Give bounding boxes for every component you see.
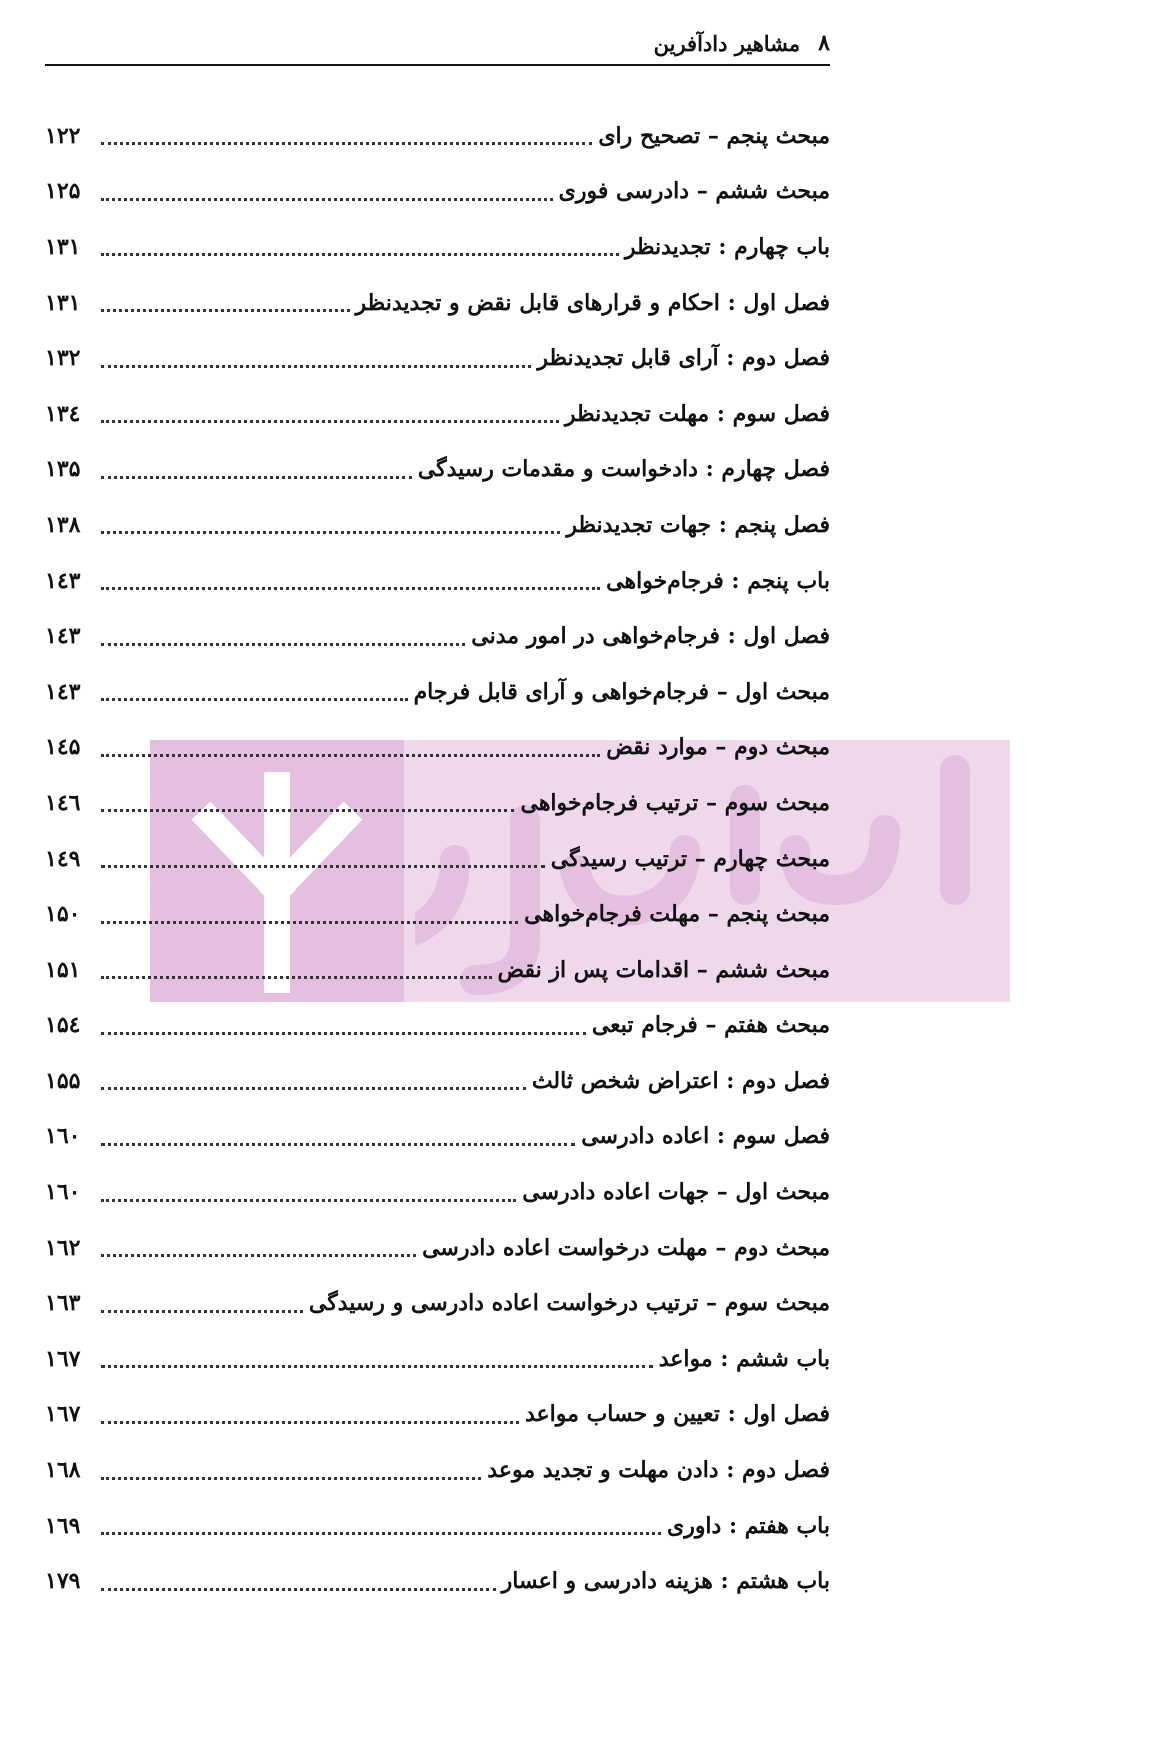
toc-entry: [45, 219, 830, 275]
table-of-contents: [45, 108, 830, 1609]
toc-entry: [45, 608, 830, 664]
toc-entry-title: فصل اول : احکام و قرارهای قابل نقض و تجدیدنظر: [355, 289, 830, 316]
toc-entry-page-number: ۱۳۵: [45, 456, 81, 483]
toc-entry-title: مبحث ششم – اقدامات پس از نقض: [497, 956, 830, 983]
toc-entry: [45, 942, 830, 998]
dot-leader: [101, 1588, 496, 1591]
toc-entry: [45, 553, 830, 609]
toc-entry: [45, 497, 830, 553]
toc-entry-title: باب پنجم : فرجام‌خواهی: [606, 567, 830, 594]
toc-entry: [45, 1498, 830, 1554]
toc-entry-title: باب چهارم : تجدیدنظر: [624, 233, 830, 260]
toc-entry-page-number: ۱۵۰: [45, 901, 81, 928]
toc-entry-page-number: ۱٤۵: [45, 734, 81, 761]
dot-leader: [101, 420, 559, 423]
toc-entry-title: مبحث پنجم – مهلت فرجام‌خواهی: [524, 901, 830, 928]
toc-entry-page-number: ۱۳۱: [45, 233, 81, 260]
toc-entry: [45, 831, 830, 887]
toc-entry-title: مبحث چهارم – ترتیب رسیدگی: [550, 845, 830, 872]
dot-leader: [101, 1199, 516, 1202]
toc-entry-page-number: ۱٤۹: [45, 845, 81, 872]
toc-entry-page-number: ۱۵٤: [45, 1012, 81, 1039]
toc-entry-title: مبحث دوم – موارد نقض: [606, 734, 830, 761]
toc-entry: [45, 720, 830, 776]
toc-entry-page-number: ۱۵۱: [45, 956, 81, 983]
dot-leader: [101, 365, 531, 368]
toc-entry-title: فصل چهارم : دادخواست و مقدمات رسیدگی: [417, 456, 830, 483]
toc-entry-title: فصل اول : فرجام‌خواهی در امور مدنی: [471, 623, 830, 650]
dot-leader: [101, 1143, 575, 1146]
toc-entry-title: مبحث دوم – مهلت درخواست اعاده دادرسی: [422, 1234, 830, 1261]
dot-leader: [101, 1532, 661, 1535]
toc-entry-title: مبحث اول – فرجام‌خواهی و آرای قابل فرجام: [413, 678, 830, 705]
dot-leader: [101, 865, 545, 868]
toc-entry: [45, 664, 830, 720]
toc-entry-title: فصل دوم : آرای قابل تجدیدنظر: [537, 345, 830, 372]
toc-entry-page-number: ۱۳۱: [45, 289, 81, 316]
toc-entry-page-number: ۱۲۲: [45, 122, 81, 149]
dot-leader: [101, 476, 412, 479]
toc-entry-title: فصل دوم : دادن مهلت و تجدید موعد: [487, 1457, 830, 1484]
toc-entry: [45, 1331, 830, 1387]
dot-leader: [101, 309, 350, 312]
dot-leader: [101, 531, 560, 534]
toc-entry-page-number: ۱٦۹: [45, 1512, 81, 1539]
dot-leader: [101, 1310, 303, 1313]
toc-entry-title: مبحث ششم – دادرسی فوری: [558, 178, 830, 205]
toc-entry-title: مبحث سوم – ترتیب فرجام‌خواهی: [520, 789, 830, 816]
dot-leader: [101, 1087, 526, 1090]
toc-entry-page-number: ۱٤۳: [45, 567, 81, 594]
dot-leader: [101, 976, 492, 979]
dot-leader: [101, 809, 514, 812]
toc-entry: [45, 1164, 830, 1220]
dot-leader: [101, 921, 518, 924]
dot-leader: [101, 698, 408, 701]
toc-entry-title: مبحث هفتم – فرجام تبعی: [591, 1012, 830, 1039]
toc-entry-page-number: ۱٦۰: [45, 1179, 81, 1206]
dot-leader: [101, 1254, 416, 1257]
toc-entry-title: فصل پنجم : جهات تجدیدنظر: [566, 511, 830, 538]
toc-entry: [45, 1387, 830, 1443]
toc-entry: [45, 330, 830, 386]
toc-entry-page-number: ۱٦۳: [45, 1290, 81, 1317]
dot-leader: [101, 142, 592, 145]
toc-entry-title: فصل سوم : اعاده دادرسی: [581, 1123, 830, 1150]
toc-entry: [45, 1109, 830, 1165]
toc-entry-title: باب ششم : مواعد: [658, 1345, 830, 1372]
dot-leader: [101, 1032, 586, 1035]
toc-entry: [45, 275, 830, 331]
toc-entry-title: مبحث اول – جهات اعاده دادرسی: [522, 1179, 830, 1206]
toc-entry-title: فصل دوم : اعتراض شخص ثالث: [531, 1067, 830, 1094]
dot-leader: [101, 253, 619, 256]
toc-entry-page-number: ۱٤۳: [45, 678, 81, 705]
toc-entry-page-number: ۱٦۰: [45, 1123, 81, 1150]
page-number: ۸: [818, 30, 830, 56]
dot-leader: [101, 643, 465, 646]
toc-entry-page-number: ۱٦۸: [45, 1457, 81, 1484]
toc-entry-page-number: ۱۳٤: [45, 400, 81, 427]
toc-entry-page-number: ۱٤۳: [45, 623, 81, 650]
toc-entry: [45, 386, 830, 442]
dot-leader: [101, 1365, 653, 1368]
page-header: [45, 22, 830, 66]
toc-entry-title: فصل سوم : مهلت تجدیدنظر: [564, 400, 830, 427]
toc-entry-page-number: ۱۳۲: [45, 345, 81, 372]
toc-entry-page-number: ۱٤٦: [45, 789, 81, 816]
dot-leader: [101, 1421, 519, 1424]
toc-entry: [45, 1220, 830, 1276]
toc-entry-page-number: ۱۵۵: [45, 1067, 81, 1094]
toc-entry: [45, 1553, 830, 1609]
toc-entry: [45, 442, 830, 498]
toc-entry: [45, 1053, 830, 1109]
toc-entry: [45, 775, 830, 831]
toc-entry-title: مبحث پنجم – تصحیح رای: [598, 122, 830, 149]
dot-leader: [101, 198, 553, 201]
toc-entry-page-number: ۱٦۷: [45, 1345, 81, 1372]
toc-entry-title: فصل اول : تعیین و حساب مواعد: [524, 1401, 830, 1428]
toc-entry-page-number: ۱٦۷: [45, 1401, 81, 1428]
dot-leader: [101, 754, 600, 757]
toc-entry-title: مبحث سوم – ترتیب درخواست اعاده دادرسی و رسیدگی: [308, 1290, 830, 1317]
dot-leader: [101, 587, 600, 590]
toc-entry-title: باب هشتم : هزینه دادرسی و اعسار: [501, 1568, 830, 1595]
toc-entry: [45, 164, 830, 220]
toc-entry: [45, 886, 830, 942]
toc-entry: [45, 108, 830, 164]
toc-entry-title: باب هفتم : داوری: [666, 1512, 830, 1539]
toc-entry: [45, 1275, 830, 1331]
book-title: مشاهیر دادآفرین: [653, 30, 801, 56]
toc-entry: [45, 998, 830, 1054]
toc-entry-page-number: ۱۳۸: [45, 511, 81, 538]
toc-entry: [45, 1442, 830, 1498]
dot-leader: [101, 1477, 481, 1480]
toc-entry-page-number: ۱۲۵: [45, 178, 81, 205]
toc-entry-page-number: ۱۷۹: [45, 1568, 81, 1595]
toc-entry-page-number: ۱٦۲: [45, 1234, 81, 1261]
